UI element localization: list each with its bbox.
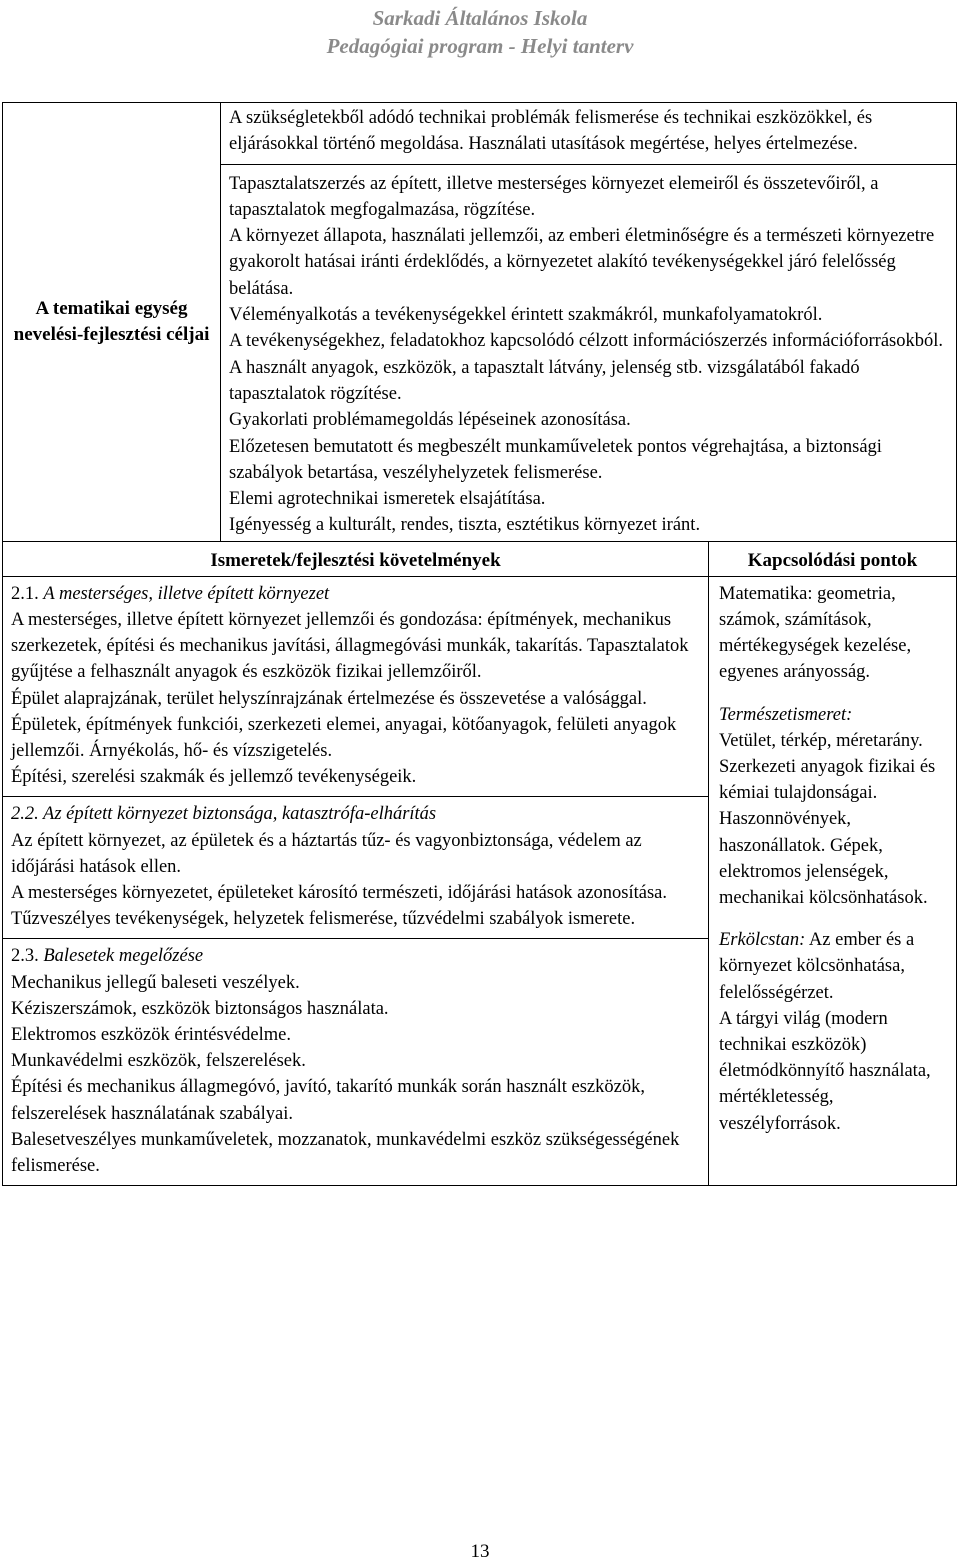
school-name: Sarkadi Általános Iskola <box>372 6 588 30</box>
link-ethics-text: Az ember és a környezet kölcsönhatása, felelősségérzet. <box>719 930 915 1003</box>
requirements-column <box>3 577 709 1185</box>
column-header-side: Kapcsolódási pontok <box>747 549 918 571</box>
goals-row <box>3 103 956 542</box>
section-line: Épület alaprajzának, terület helyszínrajzának értelmezése és összevetése a valósággal. <box>11 688 647 709</box>
section-number: 2.1. <box>11 583 39 604</box>
link-math-text: geometria, számok, számítások, mértékegységek kezelése, egyenes arányosság. <box>719 583 912 683</box>
goals-line: Előzetesen bemutatott és megbeszélt munkaműveletek pontos végrehajtása, a biztonsági szabályok betartása, veszélyhelyzetek felismerése. <box>229 436 882 483</box>
program-title: Pedagógiai program - Helyi tanterv <box>326 34 634 58</box>
goals-line: A tevékenységekhez, feladatokhoz kapcsolódó célzott információszerzés információforrásokból. A használt anyagok, eszközök, a tapasztalt látvány, jelenség stb. vizsgálatából fakadó tapasztalatok rögzítése. <box>229 331 944 404</box>
section-line: Épületek, építmények funkciói, szerkezeti elemei, anyagai, kötőanyagok, felületi anyagok jellemzői. Árnyékolás, hő- és vízszigetelés. <box>11 714 677 761</box>
link-math <box>719 581 948 686</box>
goals-line: Gyakorlati problémamegoldás lépéseinek azonosítása. <box>229 410 631 431</box>
goals-block-1-text: A szükségletekből adódó technikai problémák felismerése és technikai eszközökkel, és eljárásokkal történő megoldása. Használati utasítások megértése, helyes értelmezése. <box>229 108 873 155</box>
section-line: Tűzveszélyes tevékenységek, helyzetek felismerése, tűzvédelmi szabályok ismerete. <box>11 909 636 930</box>
section-line: A mesterséges, illetve épített környezet jellemzői és gondozása: építmények, mechanikus szerkezetek, építési és mechanikus javítási, állagmegóvási munkák, takarítás. Tapasztalatok gyűjtése a felhasznált anyagok és eszközök fizikai jellemzőiről. <box>11 609 689 683</box>
column-header-row <box>3 542 956 577</box>
page-header <box>0 4 960 60</box>
goals-line: Tapasztalatszerzés az épített, illetve mesterséges környezet elemeiről és összetevőiről, a tapasztalatok megfogalmazása, rögzítése. <box>229 173 879 220</box>
goals-line: A környezet állapota, használati jellemzői, az emberi életminőségre és a természeti környezetre gyakorolt hatásai iránti érdeklődés, a környezetet alakító tevékenységekkel járó felelősség belátása. <box>229 226 935 299</box>
goals-block-2 <box>229 171 948 539</box>
section-line: Elektromos eszközök érintésvédelme. <box>11 1025 291 1045</box>
section-heading <box>11 801 700 827</box>
section-2-2 <box>3 796 708 938</box>
section-heading <box>11 581 700 607</box>
section-line: Munkavédelmi eszközök, felszerelések. <box>11 1051 306 1072</box>
section-heading <box>11 943 700 969</box>
section-line: Építési, szerelési szakmák és jellemző tevékenységeik. <box>11 767 417 788</box>
column-header-main: Ismeretek/fejlesztési követelmények <box>3 542 709 576</box>
section-number: 2.3. <box>11 946 39 967</box>
section-title: Balesetek megelőzése <box>43 946 204 967</box>
link-science-text: Vetület, térkép, méretarány. Szerkezeti anyagok fizikai és kémiai tulajdonságai. Haszonnövények, haszonállatok. Gépek, elektromos jelenségek, mechanikai kölcsönhatások. <box>719 730 936 908</box>
content-row <box>3 577 956 1185</box>
goals-line: Igényesség a kulturált, rendes, tiszta, esztétikus környezet iránt. <box>229 515 701 536</box>
goals-line: Véleményalkotás a tevékenységekkel érintett szakmákról, munkafolyamatokról. <box>229 305 823 326</box>
link-science <box>719 702 948 912</box>
goals-block-1 <box>221 105 956 165</box>
link-ethics-label: Erkölcstan: <box>719 930 806 951</box>
link-science-label: Természetismeret: <box>719 704 853 725</box>
link-ethics-text-2: A tárgyi világ (modern technikai eszközök) életmódkönnyítő használata, mértékletesség, veszélyforrások. <box>719 1008 931 1134</box>
goals-line: Elemi agrotechnikai ismeretek elsajátítása. <box>229 489 546 510</box>
section-line: Kéziszerszámok, eszközök biztonságos használata. <box>11 998 389 1019</box>
goals-label: A tematikai egység nevelési-fejlesztési céljai <box>3 103 221 541</box>
section-line: A mesterséges környezetet, épületeket károsító természeti, időjárási hatások azonosítása. <box>11 882 668 903</box>
page-number: 13 <box>470 1541 490 1562</box>
section-line: Építési és mechanikus állagmegóvó, javító, takarító munkák során használt eszközök, felszerelések használatának szabályai. <box>11 1077 645 1124</box>
section-2-3 <box>3 938 708 1185</box>
link-math-label: Matematika: <box>719 583 813 604</box>
section-line: Mechanikus jellegű baleseti veszélyek. <box>11 972 300 993</box>
links-column <box>709 577 956 1185</box>
section-2-1 <box>3 577 708 797</box>
section-title: Az épített környezet biztonsága, katasztrófa-elhárítás <box>43 804 437 825</box>
section-line: Balesetveszélyes munkaműveletek, mozzanatok, munkavédelmi eszköz szükségességének felismerése. <box>11 1129 680 1177</box>
goals-content <box>221 103 956 541</box>
section-number: 2.2. <box>11 804 39 825</box>
link-ethics <box>719 927 948 1006</box>
section-line: Az épített környezet, az épületek és a háztartás tűz- és vagyonbiztonsága, védelem az időjárási hatások ellen. <box>11 830 642 877</box>
section-title: A mesterséges, illetve épített környezet <box>43 583 330 604</box>
curriculum-table <box>2 102 957 1186</box>
